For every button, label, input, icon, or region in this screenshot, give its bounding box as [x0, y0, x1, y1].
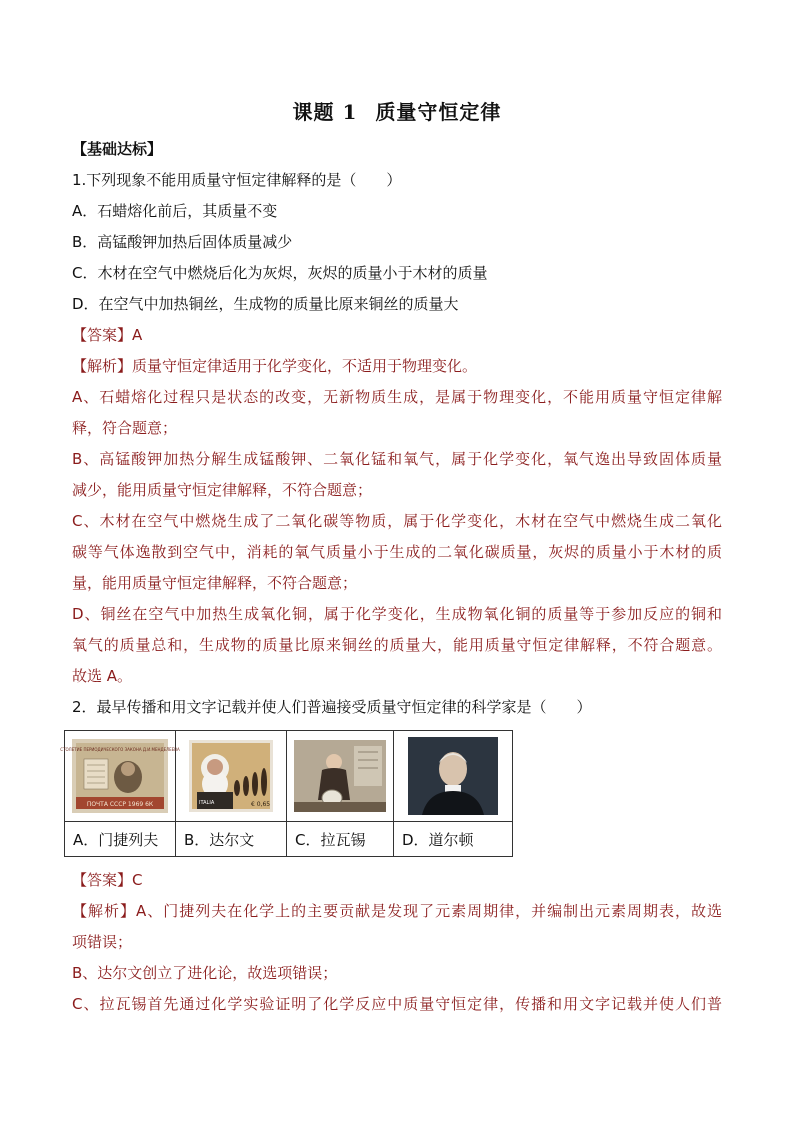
dalton-portrait-image	[408, 737, 498, 815]
page-title	[0, 96, 794, 125]
question-2-option-c: C．拉瓦锡	[287, 822, 394, 857]
question-1-analysis-line: 量，能用质量守恒定律解释，不符合题意；	[72, 574, 358, 592]
question-1-analysis-line: 故选 A。	[72, 667, 133, 685]
scientist-options-table	[60, 730, 513, 857]
question-1-analysis-line: 【解析】质量守恒定律适用于化学变化，不适用于物理变化。	[72, 357, 478, 375]
question-1-analysis-line: 释，符合题意；	[72, 419, 178, 437]
question-1-analysis-line: C、木材在空气中燃烧生成了二氧化碳等物质，属于化学变化，木材在空气中燃烧生成二氧化	[72, 512, 722, 530]
question-2-analysis-line: C、拉瓦锡首先通过化学实验证明了化学反应中质量守恒定律，传播和用文字记载并使人们普	[72, 995, 722, 1013]
question-2-option-b: B．达尔文	[176, 822, 287, 857]
mendeleev-stamp-image	[60, 739, 180, 813]
question-2-analysis-line: B、达尔文创立了进化论，故选项错误；	[72, 964, 338, 982]
question-1-answer: 【答案】A	[72, 326, 143, 344]
darwin-stamp-image	[189, 740, 273, 812]
question-2-option-d: D．道尔顿	[394, 822, 513, 857]
section-heading: 【基础达标】	[72, 140, 163, 158]
question-1-analysis-line: B、高锰酸钾加热分解生成锰酸钾、二氧化锰和氧气，属于化学变化，氧气逸出导致固体质量	[72, 450, 722, 468]
title-lesson-name: 质量守恒定律	[375, 100, 502, 124]
question-2-analysis-line: 【解析】A、门捷列夫在化学上的主要贡献是发现了元素周期律，并编制出元素周期表，故选	[72, 902, 722, 920]
question-2-stem: 2．最早传播和用文字记载并使人们普遍接受质量守恒定律的科学家是（ ）	[72, 698, 592, 716]
question-2-analysis-line: 项错误；	[72, 933, 133, 951]
question-1-analysis-line: 减少，能用质量守恒定律解释，不符合题意；	[72, 481, 373, 499]
question-1-analysis-line: 碳等气体逸散到空气中，消耗的氧气质量小于生成的二氧化碳质量，灰烬的质量小于木材的质	[72, 543, 722, 561]
question-1-option-d: D．在空气中加热铜丝，生成物的质量比原来铜丝的质量大	[72, 295, 459, 313]
stamp-caption-text: СТОЛЕТИЕ ПЕРИОДИЧЕСКОГО ЗАКОНА Д.И.МЕНДЕЛЕЕВА	[60, 747, 180, 752]
stamp-value-text: € 0,65	[251, 801, 271, 808]
stamp-value-text: ПОЧТА СССР 1969 6К	[86, 801, 154, 808]
question-1-analysis-line: 氧气的质量总和，生成物的质量比原来铜丝的质量大，能用质量守恒定律解释，不符合题意。	[72, 636, 722, 654]
question-2-answer: 【答案】C	[72, 871, 143, 889]
title-lesson-number: 课题 1	[292, 100, 358, 124]
mendeleev-stamp-cell	[60, 731, 180, 822]
question-1-analysis-line: A、石蜡熔化过程只是状态的改变，无新物质生成，是属于物理变化，不能用质量守恒定律解	[72, 388, 722, 406]
dalton-image-cell	[394, 731, 513, 822]
question-1-option-b: B．高锰酸钾加热后固体质量减少	[72, 233, 293, 251]
question-1-analysis-line: D、铜丝在空气中加热生成氧化铜，属于化学变化，生成物氧化铜的质量等于参加反应的铜和	[72, 605, 722, 623]
question-1-option-a: A．石蜡熔化前后，其质量不变	[72, 202, 278, 220]
question-1-stem: 1.下列现象不能用质量守恒定律解释的是（ ）	[72, 171, 402, 189]
darwin-stamp-cell	[176, 731, 287, 822]
question-2-option-a: A．门捷列夫	[65, 822, 176, 857]
lavoisier-portrait-image	[294, 740, 386, 812]
lavoisier-image-cell	[287, 731, 394, 822]
stamp-country-text: ITALIA	[199, 800, 215, 806]
question-1-option-c: C．木材在空气中燃烧后化为灰烬，灰烬的质量小于木材的质量	[72, 264, 488, 282]
